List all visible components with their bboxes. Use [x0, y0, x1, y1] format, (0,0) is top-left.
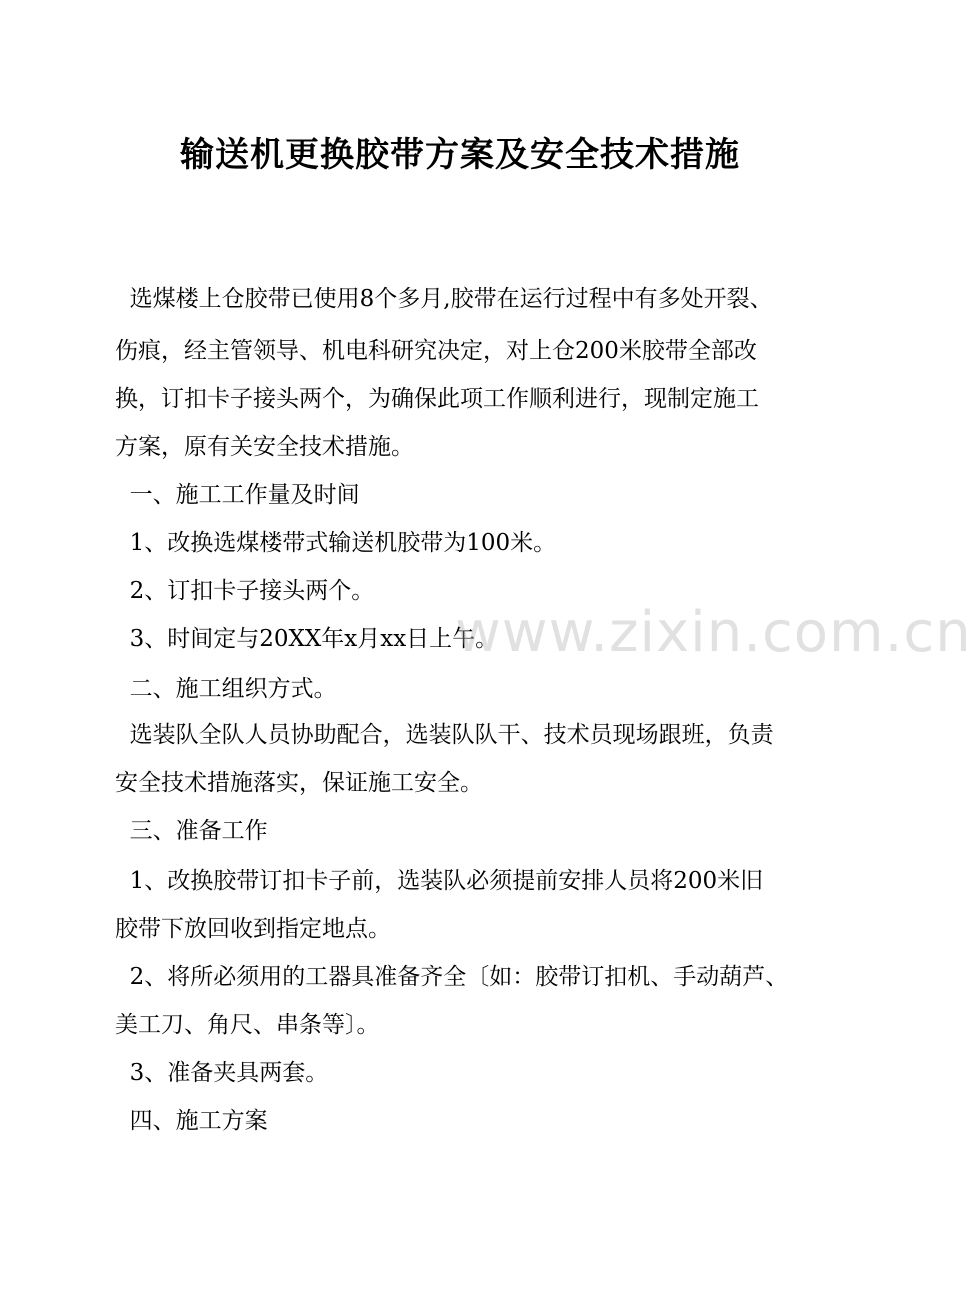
document-title: 输送机更换胶带方案及安全技术措施 — [180, 135, 740, 175]
list-item: 3、时间定与20XX年x月xx日上午。 — [115, 626, 499, 652]
list-item: 2、将所必须用的工器具准备齐全〔如：胶带订扣机、手动葫芦、 — [115, 964, 789, 990]
paragraph-line: 选煤楼上仓胶带已使用8个多月,胶带在运行过程中有多处开裂、 — [115, 286, 773, 312]
section-heading: 一、施工工作量及时间 — [115, 482, 360, 508]
section-heading: 四、施工方案 — [115, 1108, 268, 1134]
paragraph-line: 胶带下放回收到指定地点。 — [115, 916, 391, 942]
paragraph-line: 换，订扣卡子接头两个，为确保此项工作顺利进行，现制定施工 — [115, 386, 759, 412]
list-item: 3、准备夹具两套。 — [115, 1060, 329, 1086]
watermark: www.zixin.com.cn — [455, 600, 972, 665]
paragraph-line: 美工刀、角尺、串条等〕。 — [115, 1012, 380, 1038]
paragraph-line: 选装队全队人员协助配合，选装队队干、技术员现场跟班，负责 — [115, 722, 774, 748]
list-item: 1、改换胶带订扣卡子前，选装队必须提前安排人员将200米旧 — [115, 868, 764, 894]
list-item: 2、订扣卡子接头两个。 — [115, 578, 375, 604]
section-heading: 二、施工组织方式。 — [115, 676, 337, 702]
paragraph-line: 安全技术措施落实，保证施工安全。 — [115, 770, 483, 796]
paragraph-line: 伤痕，经主管领导、机电科研究决定，对上仓200米胶带全部改 — [115, 338, 757, 364]
section-heading: 三、准备工作 — [115, 818, 268, 844]
paragraph-line: 方案，原有关安全技术措施。 — [115, 434, 414, 460]
list-item: 1、改换选煤楼带式输送机胶带为100米。 — [115, 530, 557, 556]
